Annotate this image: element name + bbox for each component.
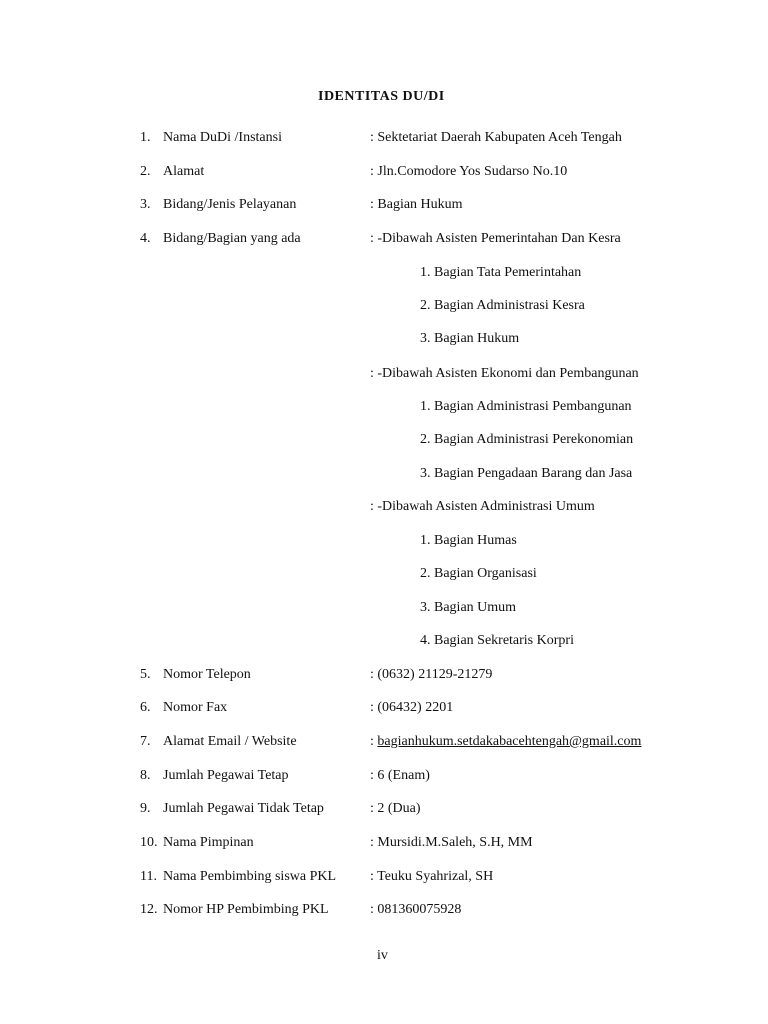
row-value: : Mursidi.M.Saleh, S.H, MM (370, 835, 533, 850)
sub-item: 2. Bagian Administrasi Kesra (420, 298, 585, 313)
row-number: 2. (140, 164, 151, 179)
row-number: 4. (140, 231, 151, 246)
sub-item: 2. Bagian Organisasi (420, 566, 537, 581)
row-label: Nomor HP Pembimbing PKL (163, 902, 329, 917)
sub-item: 4. Bagian Sekretaris Korpri (420, 633, 574, 648)
row-number: 3. (140, 197, 151, 212)
row-label: Bidang/Bagian yang ada (163, 231, 301, 246)
email-link[interactable]: bagianhukum.setdakabacehtengah@gmail.com (377, 734, 642, 749)
row-value: : (06432) 2201 (370, 700, 454, 715)
row-colon: : (370, 734, 378, 749)
row-value: : -Dibawah Asisten Pemerintahan Dan Kesra (370, 231, 621, 246)
sub-item: 1. Bagian Humas (420, 533, 517, 548)
row-label: Nama DuDi /Instansi (163, 130, 282, 145)
row-label: Jumlah Pegawai Tidak Tetap (163, 801, 324, 816)
sub-item: 2. Bagian Administrasi Perekonomian (420, 432, 634, 447)
page-title: IDENTITAS DU/DI (318, 89, 445, 104)
row-value: : Teuku Syahrizal, SH (370, 869, 494, 884)
row-value: : 081360075928 (370, 902, 462, 917)
row-number: 11. (140, 869, 157, 884)
sub-item: 1. Bagian Tata Pemerintahan (420, 265, 582, 280)
email-row-value (370, 734, 641, 750)
row-label: Nama Pembimbing siswa PKL (163, 869, 337, 884)
sub-item: 1. Bagian Administrasi Pembangunan (420, 399, 632, 414)
row-label: Nomor Fax (163, 700, 228, 715)
row-label: Nama Pimpinan (163, 835, 254, 850)
row-number: 12. (140, 902, 158, 917)
row-value: : (0632) 21129-21279 (370, 667, 493, 682)
row-label: Jumlah Pegawai Tetap (163, 768, 289, 783)
row-number: 1. (140, 130, 151, 145)
group-header: : -Dibawah Asisten Administrasi Umum (370, 499, 595, 514)
row-value: : Jln.Comodore Yos Sudarso No.10 (370, 164, 568, 179)
row-label: Nomor Telepon (163, 667, 251, 682)
sub-item: 3. Bagian Umum (420, 600, 517, 615)
sub-item: 3. Bagian Hukum (420, 331, 520, 346)
row-number: 8. (140, 768, 151, 783)
page-number: iv (377, 948, 388, 963)
row-number: 10. (140, 835, 158, 850)
row-value: : 6 (Enam) (370, 768, 430, 783)
row-label: Bidang/Jenis Pelayanan (163, 197, 297, 212)
row-label: Alamat Email / Website (163, 734, 297, 749)
row-value: : Sektetariat Daerah Kabupaten Aceh Tengah (370, 130, 622, 145)
group-header: : -Dibawah Asisten Ekonomi dan Pembangunan (370, 366, 639, 381)
row-label: Alamat (163, 164, 205, 179)
row-number: 9. (140, 801, 151, 816)
row-value: : Bagian Hukum (370, 197, 463, 212)
sub-item: 3. Bagian Pengadaan Barang dan Jasa (420, 466, 633, 481)
row-number: 5. (140, 667, 151, 682)
row-number: 6. (140, 700, 151, 715)
row-number: 7. (140, 734, 151, 749)
row-value: : 2 (Dua) (370, 801, 421, 816)
